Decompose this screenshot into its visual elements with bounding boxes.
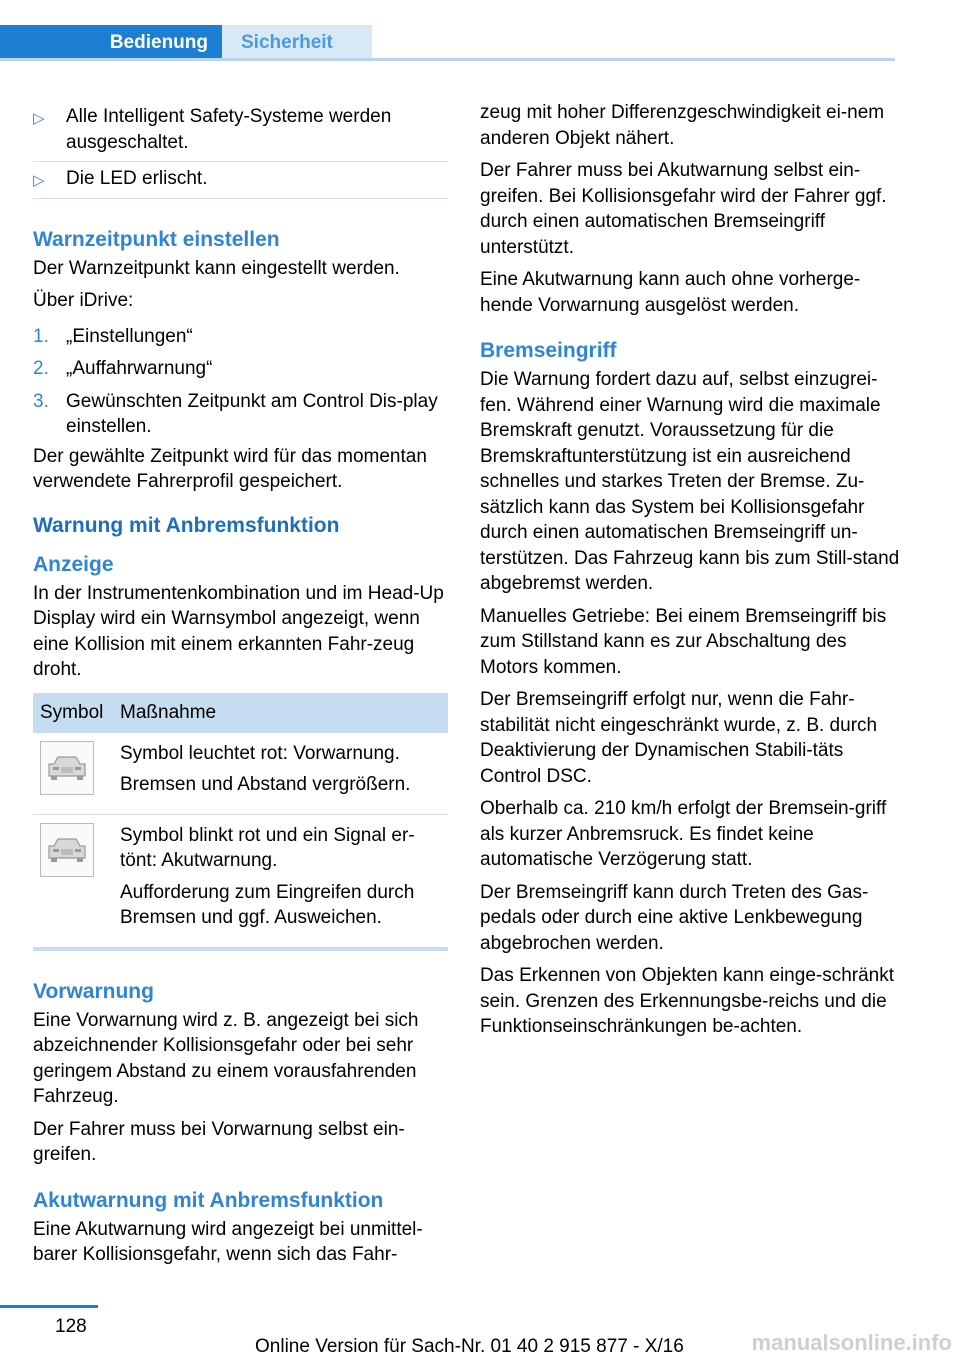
table-cell-icon	[33, 733, 113, 815]
paragraph: zeug mit hoher Differenzgeschwindigkeit ei-nem anderen Objekt nähert.	[480, 102, 885, 149]
table-cell-text	[113, 814, 448, 949]
paragraph: Der Fahrer muss bei Akutwarnung selbst ein-greifen. Bei Kollisionsgefahr wird der Fahrer ggf. durch einen automatischen Bremseingriff unterstützt.	[480, 160, 887, 258]
list-item	[33, 321, 448, 354]
paragraph: Oberhalb ca. 210 km/h erfolgt der Bremsein-griff als kurzer Anbremsruck. Es findet keine automatische Verzögerung statt.	[480, 798, 887, 870]
list-item	[33, 386, 448, 444]
car-warning-icon	[40, 823, 94, 877]
tab-sicherheit-label: Sicherheit	[241, 32, 333, 53]
paragraph: Der Bremseingriff kann durch Treten des Gas-pedals oder durch eine aktive Lenkbewegung abgebrochen werden.	[480, 881, 869, 954]
cell-line: Bremsen und Abstand vergrößern.	[120, 774, 411, 795]
step-text: Gewünschten Zeitpunkt am Control Dis-play einstellen.	[66, 390, 438, 437]
paragraph: In der Instrumentenkombination und im Head-Up Display wird ein Warnsymbol angezeigt, wenn eine Kollision mit einem erkannten Fahr-zeug droht.	[33, 582, 444, 680]
heading-anzeige: Anzeige	[33, 552, 114, 576]
step-number: 3.	[33, 390, 49, 412]
cell-line: Symbol blinkt rot und ein Signal er-tönt: Akutwarnung.	[120, 824, 415, 871]
list-item	[33, 100, 448, 162]
paragraph: Eine Akutwarnung wird angezeigt bei unmittel-barer Kollisionsgefahr, wenn sich das Fahr-	[33, 1218, 423, 1265]
table-header-massnahme: Maßnahme	[113, 693, 448, 733]
left-column	[33, 100, 448, 1275]
paragraph: Manuelles Getriebe: Bei einem Bremseingriff bis zum Stillstand kann es zur Abschaltung des Motors kommen.	[480, 605, 887, 678]
paragraph: Der Warnzeitpunkt kann eingestellt werden.	[33, 257, 400, 279]
step-number: 2.	[33, 358, 49, 379]
heading-vorwarnung: Vorwarnung	[33, 979, 154, 1003]
triangle-bullet-icon: ▷	[33, 110, 45, 127]
header-rule	[0, 58, 895, 61]
table-header-symbol: Symbol	[33, 693, 113, 733]
table-cell-text	[113, 733, 448, 815]
heading-akutwarnung: Akutwarnung mit Anbremsfunktion	[33, 1188, 384, 1212]
table-cell-icon	[33, 814, 113, 949]
step-number: 1.	[33, 325, 49, 347]
bullet-text: Alle Intelligent Safety-Systeme werden ausgeschaltet.	[66, 106, 392, 153]
paragraph: Der gewählte Zeitpunkt wird für das momentan verwendete Fahrerprofil gespeichert.	[33, 445, 427, 492]
step-text: „Einstellungen“	[66, 325, 193, 347]
heading-bremseingriff: Bremseingriff	[480, 339, 617, 362]
list-item	[33, 162, 448, 199]
bullet-list	[33, 100, 448, 199]
paragraph: Die Warnung fordert dazu auf, selbst einzugrei-fen. Während einer Warnung wird die maximale Bremskraft genutzt. Voraussetzung für die Bremskraftunterstützung ist ein ausreichend schnelles und starkes Treten der Bremse. Zu-sätzlich kann das System bei Kollisionsgefahr durch einen automatischen Bremseingriff un-terstützen. Das Fahrzeug kann bis zum Still-stand abgebremst werden.	[480, 369, 900, 594]
tab-bedienung[interactable]	[0, 25, 222, 61]
header-tabbar	[0, 25, 895, 61]
tab-bedienung-label: Bedienung	[109, 32, 208, 53]
steps-list	[33, 321, 448, 444]
paragraph: Das Erkennen von Objekten kann einge-schränkt sein. Grenzen des Erkennungsbe-reichs und die Funktionseinschränkungen be-achten.	[480, 965, 895, 1037]
table-row	[33, 733, 448, 815]
cell-line: Symbol leuchtet rot: Vorwarnung.	[120, 742, 400, 764]
paragraph: Eine Vorwarnung wird z. B. angezeigt bei sich abzeichnender Kollisionsgefahr oder bei sehr geringem Abstand zu einem vorausfahrenden Fahrzeug.	[33, 1009, 419, 1107]
right-column	[480, 100, 900, 1047]
tab-sicherheit[interactable]	[222, 25, 372, 61]
paragraph: Eine Akutwarnung kann auch ohne vorherge-hende Vorwarnung ausgelöst werden.	[480, 269, 861, 316]
list-item	[33, 353, 448, 386]
page-number: 128	[55, 1316, 87, 1337]
car-warning-icon	[40, 741, 94, 795]
bullet-text: Die LED erlischt.	[66, 168, 208, 189]
paragraph: Der Fahrer muss bei Vorwarnung selbst ein-greifen.	[33, 1118, 405, 1165]
step-text: „Auffahrwarnung“	[66, 358, 213, 379]
footer-version-text: Online Version für Sach-Nr. 01 40 2 915 877 - X/16	[255, 1336, 684, 1357]
symbol-table	[33, 693, 448, 951]
paragraph: Über iDrive:	[33, 290, 134, 311]
heading-warnzeitpunkt: Warnzeitpunkt einstellen	[33, 227, 280, 251]
cell-line: Aufforderung zum Eingreifen durch Bremsen und ggf. Ausweichen.	[120, 881, 415, 928]
heading-anbremsfunktion: Warnung mit Anbremsfunktion	[33, 513, 340, 537]
watermark: manualsonline.info	[751, 1330, 952, 1355]
paragraph: Der Bremseingriff erfolgt nur, wenn die Fahr-stabilität nicht eingeschränkt wurde, z. B. durch Deaktivierung der Dynamischen Stabili-täts Control DSC.	[480, 689, 878, 787]
footer-rule	[0, 1305, 98, 1308]
table-header-row	[33, 693, 448, 733]
triangle-bullet-icon: ▷	[33, 172, 45, 189]
table-row	[33, 814, 448, 949]
